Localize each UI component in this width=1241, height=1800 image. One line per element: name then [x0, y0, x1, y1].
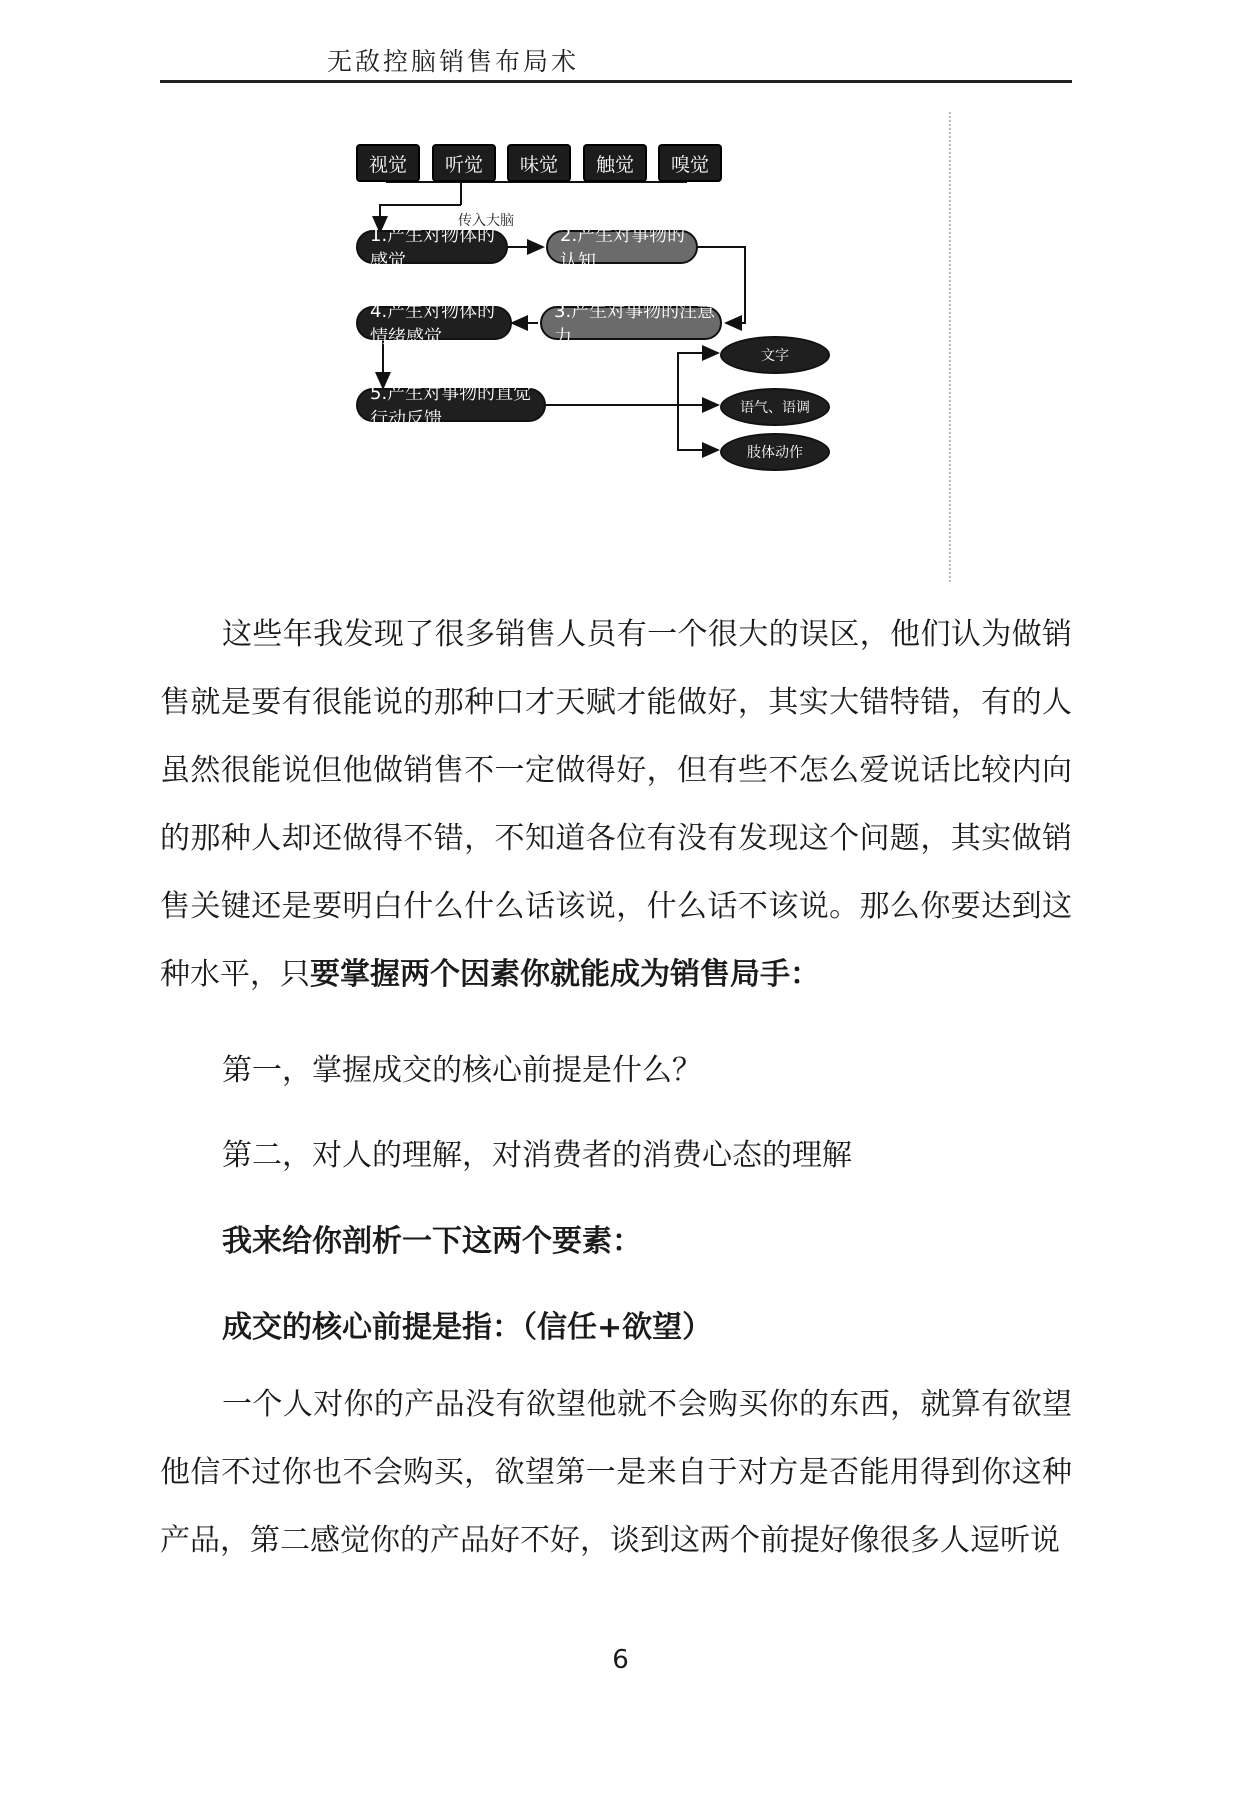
- step-1: 1.产生对物体的感觉: [356, 230, 508, 264]
- header-rule: [160, 80, 1072, 83]
- sense-touch: 触觉: [583, 144, 647, 182]
- analysis-heading: 我来给你剖析一下这两个要素：: [222, 1224, 642, 1259]
- paragraph-misconception: [160, 601, 1072, 1009]
- sense-smell: 嗅觉: [658, 144, 722, 182]
- point-one: 第一，掌握成交的核心前提是什么？: [222, 1053, 702, 1088]
- output-tone: 语气、语调: [720, 388, 830, 426]
- step-2: 2.产生对事物的认知: [546, 230, 698, 264]
- step-3: 3.产生对事物的注意力: [540, 306, 722, 340]
- transfer-label: 传入大脑: [458, 213, 514, 229]
- paragraph-misconception-text: 这些年我发现了很多销售人员有一个很大的误区，他们认为做销售就是要有很能说的那种口才天赋才能做好，其实大错特错，有的人虽然很能说但他做销售不一定做得好，但有些不怎么爱说话比较内向的那种人却还做得不错，不知道各位有没有发现这个问题，其实做销售关键还是要明白什么什么话该说，什么话不该说。那么你要达到这种水平，只: [160, 617, 1072, 992]
- output-body-language: 肢体动作: [720, 433, 830, 471]
- paragraph-desire-trust: 一个人对你的产品没有欲望他就不会购买你的东西，就算有欲望他信不过你也不会购买，欲望第一是来自于对方是否能用得到你这种产品，第二感觉你的产品好不好，谈到这两个前提好像很多人逗听说: [160, 1387, 1072, 1558]
- core-premise-heading: 成交的核心前提是指：（信任+欲望）: [222, 1310, 713, 1345]
- diagram-connectors: [340, 110, 960, 595]
- sense-taste: 味觉: [507, 144, 571, 182]
- header-title: 无敌控脑销售布局术: [327, 47, 580, 76]
- sense-hearing: 听觉: [432, 144, 496, 182]
- step-5: 5.产生对事物的直觉行动反馈: [356, 388, 546, 422]
- point-two: 第二，对人的理解，对消费者的消费心态的理解: [222, 1138, 852, 1173]
- output-text: 文字: [720, 336, 830, 374]
- step-4: 4.产生对物体的情绪感觉: [356, 306, 512, 340]
- paragraph-misconception-bold: 要掌握两个因素你就能成为销售局手：: [310, 957, 820, 992]
- page-number: 6: [612, 1645, 629, 1675]
- sensory-flow-diagram: [340, 110, 960, 595]
- sense-vision: 视觉: [356, 144, 420, 182]
